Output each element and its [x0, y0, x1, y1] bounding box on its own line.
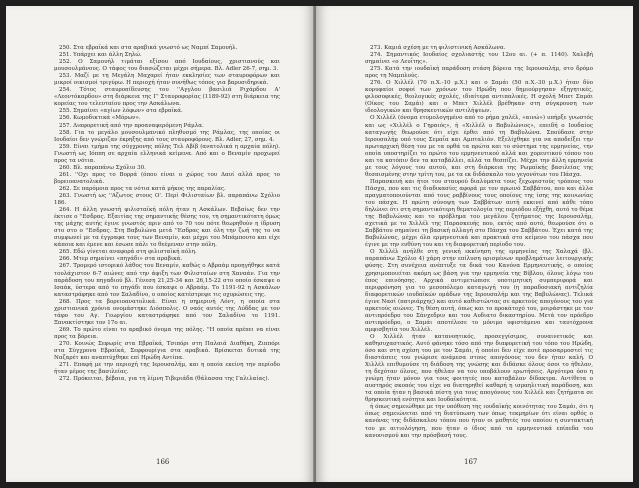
- footnote: 265. Εδώ γίνεται αναφορά στη φιλισταϊκή πόλη.: [59, 249, 197, 256]
- footnote: 272. Πρόκειται, βέβαια, για τη λίμνη Τιβεριάδα (θάλασσα της Γαλιλαίας).: [59, 376, 270, 383]
- footnote: 256. Κωμοδικτικά «Μόρων».: [59, 115, 141, 122]
- footnote: 257. Διαφορετική από την προαναφερόμενη Ράμλα.: [59, 122, 204, 129]
- footnote: Ο Χιλλέλ ήταν κατανοητικός, προσεγγίσιμος, συναινετικός και καθησυχαστικός. Αυτό φάνηκε τόσο από την διαφορετική του τόπο του Ηρώδη, όσο και στη σχέση του με τον Σαμάι, ή οποίοι δεν είχε ποτέ προσαρμοστεί τις διαστάσεις του γνώρισε ανάμεσα στους απογόνους του δεν ήταν καλή. Ο Χιλλέλ επιθυμούσε τη διάδοση της γνώσης και διδάσκε όλους όσοι το ήθελαν, τη δεχόταν όλους, που ήθελαν να του υποβάλουν ερωτήσεις. Αργότερα όσο η γνώμη ήταν μόνον για τους φοιτητές που καταβάλαν δίδακτρα. Αντίθετα ο αυστηρός σκοπός του είχε να διατηρηθεί καθαρή η ισραηλιτική παράδοση, και τα οποία ήταν η βασικά πίστη για τους απογόνους του Χιλλέλ και ζητήματα σε θρησκευτική ενότητα και Ιουδαϊκότητα.: [365, 333, 593, 404]
- left-page-number: 166: [156, 458, 170, 466]
- footnote: 252. Ο Σαμουήλ τιμάται εξίσου από Ιουδαίους, χριστιανούς και μουσουλμάνους. Ο τάφος του διασώζεται μέχρι σήμερα. Βλ. Adler 26-7, σημ. 3.: [54, 59, 280, 73]
- footnote: 271. Επαφή με την περιοχή της Ιερουσαλήμ, και η οποία εκείνη την περίοδο ήταν μέρος της βασιλείας.: [54, 362, 280, 376]
- footnote: 264. Η άλλη γνωστή φιλισταϊκή πόλη ήταν η Ασκάλων. Βεβαίως δεν την έκτισε ο ''Εσδρας. Εξαιτίας της σημαντικής θέσης του, τη σημαντικότατη όμως της μάχης αυτής έγινε γνωστός πριν από το 70 του πότε θεωρηθούν η ίδρυση στο στο ο ''Εσδρας. Στη Βαβυλώνα μετά ''Εσδρας και όλη την ζωή της το να συμφωνεί με τα έγγραφα τους των Βεναμίν, και μέχρι του Μπάμπουτο και είχε κάποια και έμενε και έσωσε πάλι το θεέμεναν στην πόλη.: [54, 207, 280, 249]
- footnote: 274. Σημαντικός Ιουδαίος σχολιαστής του 12ου αι. (+ π. 1140). Χαλεβή σημαίνει «ο Λευΐτης».: [365, 52, 593, 66]
- left-page: [6, 6, 314, 482]
- footnote: 253. Μαζί με τη Μεγάλη Μαχαρεί ήταν εκκλησίες των σταυροφόρων και μικροί οικισμοί τριγύρω. Η περιοχή ήταν συνήθως τόπος για βαρυσιδηρικά.: [54, 73, 280, 87]
- footnote: 263. Γνωστή ως ''Αζωτος στους Ο'. Περί Φιλισταίων βλ. παραπάνω Σχόλιο 186.: [54, 192, 280, 207]
- footnote: ή όπως σημειώθηκε με την υπόθεση της ιουδαϊκής κοινότητας του Σαμάι, ότι η όπως σημειώνεται από τη διατύπωση των όπως τεκμηρίων ότι είναι ορθός ο κανόνας της διδάσκαλου τόπου που ήταν οι μαθητές του οποίου η συντακτική του με αιτιολόγηση, που ήταν ο ίδιος από τα ερμηνευτικά επίπεδα του κανονισμού και την πρόσβασή τους.: [365, 404, 593, 439]
- footnote: 262. Σε παρόμοια προς τα νότια κατά μήκος της παραλίας.: [59, 185, 226, 192]
- footnote: Ο Χιλλέλ ανήλθε στη γενική εκκίνηση της ερμηνείας της Χαλαχά (βλ. παραπάνω Σχόλιο 4) χάρη στην επίλυση ορισμένων προβλημάτων λειτουργικής φύσης. Στη συνέχεια ανέπτυξε τα δικά του Κανόνα Ερμηνευτικής, ο οποίος χρησιμοποιείται ακόμη ως βάση για την ερμηνεία της Βίβλου, όλους λόγω του έπος επινόησης. Αρχικά αντιμετώπισε υποτιμητική συμπεριφορά και περιφρόνηση για το μεσοπόλεμο καταγωγή του (η παραδοσιακή αντιζηλία διαφορετικών ιουδαϊκών ομάδων της Ιερουσαλήμ και της Βαβυλώνας). Τελικά έγινε Νασί (πατριάρχης) και αυτό καθιστώντας σε αρκετούς απογόνους του για αρκετούς αιώνες. Τη θέση αυτή, όπως και το προκάτοχό του, μοιράστηκε με τον αντιπρόεδρο του Σάνχεδριν και του Αυδιατο δικαστηρίου. Μετά τον πρόεδρο αντιπρόεδρο, ο Σαμάι αποτέλεσε το μόνιμο υφιστάμενο και ταυτόχρονα αμφισβητία του Χιλλέλ.: [365, 249, 593, 333]
- footnote: 259. Είναι τμήμα της σύγχρονης πόλης Τελ Αβίβ (ανατολικά η αρχαία πόλη). Γνωστή ως Ιόππη σε αρχαία ελληνικά κείμενα. Από και ο Βεναμίν προχωρεί προς τα νότια.: [54, 143, 280, 164]
- footnote: Παρασκευή και ήτοι του σταυρού διαλύματα τους ξεχωριστούς τρόπους του Πάσχα, που και τις διαδικασίες αφορά με τον πρωινό Σαββάτου, που και άλλα πραγματοποιούνται από τους ραββίνους τους οποίους της ίσης της κοινωνίας του πάσχα. Η πρώτη σύνοψη των Σαββάτων αυτή εκκινεί από κάθε τόπο δηλώνει ότι στη σημαντικότερη θεματολογία της περιόδου εξήχθη, αυτό το θέμα της Βαβυλώνας και το πρόβλημα του μεγάλου ζητήματος της Ιερουσαλήμ, σχετικά με το Χιλλέλ της Παρασκευής που, εκτός από αυτό, θεωρούσε ότι ο Σαββάτου σημαίνει τη βασική αλλαγή στο Πάσχα του Σαββάτου. Έχει κατά της Βαβυλώνας, μέχρι όλα ερμηνευτικά και πρακτικά στο κείμενο του πάσχα που έγινε με την ευθύνη του και τη διαφορετική περίοδο του.: [365, 178, 593, 249]
- footnote: 266. Μτερ σημαίνει «πηγάδι» στα αραβικά.: [59, 256, 183, 263]
- footnote: 268. Προς τα βορειοανατολικά. Είναι η σημερινή Λόντ, η οποία στα χριστιανικά χρόνια ονομάστηκε Διόσπολις. Ο ναός αυτός της Λύδδας με τον τάφο του Αγ. Γεωργίου καταστράφηκε από τον Σαλαδίνο το 1191. Ξανακτίστηκε τον 17ο αι.: [54, 298, 280, 326]
- right-page-notes: [365, 45, 593, 440]
- footnote: 275. Κατά την ιουδαϊκή παράδοση στάση βόρεια της Ιερουσαλήμ, στο δρόμο προς τη Ναμπλούς.: [365, 66, 593, 80]
- footnote: 255. Σημαίνει «αγίων λόφων» στα εβραϊκά.: [59, 108, 183, 115]
- footnote: 260. Βλ. παραπάνω Σχόλιο 30.: [59, 164, 146, 171]
- right-page: [316, 6, 633, 482]
- footnote: 273. Καμιά σχέση με τη φιλιστινική Ασκάλωνα.: [370, 45, 506, 51]
- footnote: Ο Χιλλέλ (όνομα ετυμολογημένο από το ρήμα χαλέλ, «αινώ») υπήρξε γνωστός και ως «Χιλλέλ ο Γηραιός», ή «Χιλλέλ ο Βαβυλώνιος», επειδή ο Ιουδαίος καταγωγής θεωρούσε ότι είχε έρθει από τη Βαβυλώνα. Σπούδασε στην Ιερουσαλήμ υπό τους Σεμαΐα και Αμπταλιόν. Εξελίχθηκε για να αποδείξει την πρωταρχική θέση του με τα ορθά τα πρώτα και το σύστημα της ερμηνείας, την οποία υποστηρίζει το πρώτο του ερμηνευτικού αλλά και χορευτικού τόπου του και τα κατόπιν δεν τα καταβάλλει, αλλά τα θεσπίζει. Μέχρι την άλλη ερμηνεία με τους λόγους του αυτού, και στη διάρκεια της Ρωμαϊκής βασιλείας της θεσπισμένης στην τρίτη του, με τα εκ διδάσκαλο του γεγονότων του Πάσχα.: [365, 115, 593, 178]
- footnote: 267. Τρομερό ιστορικό λάθος του Βεναμίν, καθώς ο Αβραάμ προηγήθηκε κατά τουλάχιστον 6-7 αιώνες από την άφιξη των Φιλισταίων στη Χαναάν. Για την παράδοση του πηγαδιού βλ. Γένεση 21,25-34 και 26,15-22 στο οποίο έσκαψε ο Ισαάκ, ύστερα από το πηγάδι που έσκαψε ο Αβραάμ. Το 1191-92 η Ασκάλων καταστράφηκε από τον Σαλαδίνο, ο οποίος κατέστρεψε τις οχυρώσεις της.: [54, 263, 280, 298]
- footnote: 261. ''Οχι προς το Βορρά (όπου είναι ο χώρος του Δαυί αλλά προς το βορειοανατολικά.: [54, 171, 280, 185]
- footnote: 269. Το πρώτο είναι το αραβικό όνομα της πόλης. ''Η οποία πρέπει να είναι προς τα βόρεια.: [54, 326, 280, 340]
- footnote: 250. Στα εβραϊκά και στα αραβικά γνωστό ως Ναμπί Σαμουήλ.: [59, 45, 238, 51]
- right-page-number: 167: [464, 458, 478, 466]
- footnote: 254. Τότος σταυροπίδευσης του ''Αγγλου βασιλιά Ριχάρδου Α' «Λεοντόκαρδου» στη διάρκεια της Γ' Σταυροφορίας (1189-92) στη διάρκεια της κορείας του τελευταίου προς την Ασκάλωνα.: [54, 87, 280, 108]
- left-page-notes: [54, 45, 280, 383]
- footnote: 251. Υπάρχει και άλλη Σηλώ.: [59, 52, 142, 59]
- footnote: 270. Κοινώς Σεφωρίς στα Εβραϊκά, Τσιπόρι στη Παλαιά Διαθήκη, Ζιππόρι στα Σύγχρονα Εβραϊκά, Σεφφουρίγια στα αραβικά. Βρίσκεται δυτικά της Ναζαρέτ και αναπτύχθηκε επί Ηρώδη Αντίπα.: [54, 340, 280, 362]
- footnote: 258. Για το μεγάλο μουσουλμανικό πληθυσμό της Ράμλας, της οποίας οι Ιουδαίοι δεν γνώριζαν έκρηξης από τους σταυροφόρους. Βλ. Adler, 27, σημ. 4.: [54, 129, 280, 143]
- footnote: 276. Ο Χιλλέλ (70 π.Χ.-10 μ.Χ.) και ο Σαμάι (50 π.Χ.-30 μ.Χ.) ήταν δύο κορυφαίοι σοφοί των χρόνων του Ηρώδη που δημιούργησαν εξηγητικές, φιλοσοφικές, θεολογικές σχολές, ιδιαίτερα αντιπαλικές. Η σχολή Μπετ Σαμάι (Οίκος του Σαμάι) και ο Μπετ Χιλλέλ βρέθηκαν στη σύγκρουση των ιδεολογικών και θρησκευτικών αντιλήψεων.: [365, 80, 593, 115]
